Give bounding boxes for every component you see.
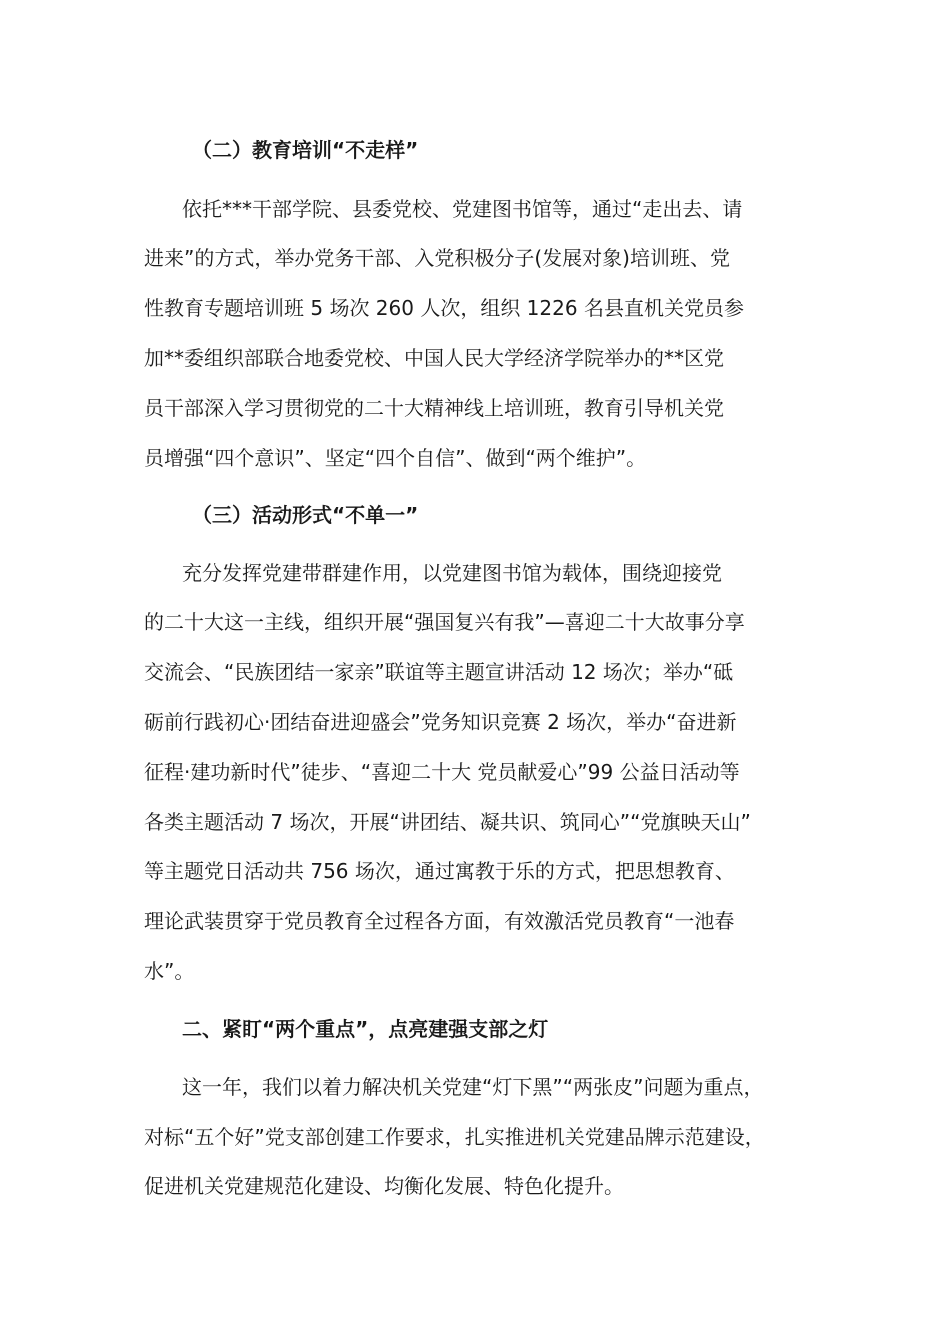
paragraph-line: 这一年，我们以着力解决机关党建“灯下黑”“两张皮”问题为重点， <box>182 1075 764 1099</box>
paragraph-line: 理论武装贯穿于党员教育全过程各方面，有效激活党员教育“一池春 <box>144 909 735 933</box>
paragraph-line: 依托***干部学院、县委党校、党建图书馆等，通过“走出去、请 <box>182 197 743 221</box>
paragraph-line: 的二十大这一主线，组织开展“强国复兴有我”—喜迎二十大故事分享 <box>144 610 745 634</box>
paragraph-line: 对标“五个好”党支部创建工作要求，扎实推进机关党建品牌示范建设， <box>144 1125 765 1149</box>
paragraph-line: 性教育专题培训班 5 场次 260 人次，组织 1226 名县直机关党员参 <box>144 296 744 320</box>
paragraph-line: 砺前行践初心·团结奋进迎盛会”党务知识竞赛 2 场次，举办“奋进新 <box>144 710 737 734</box>
paragraph-line: 充分发挥党建带群建作用，以党建图书馆为载体，围绕迎接党 <box>182 561 722 585</box>
subsection-heading-activity-forms: （三）活动形式“不单一” <box>192 503 419 527</box>
paragraph-line: 水”。 <box>144 959 195 983</box>
paragraph-line: 员干部深入学习贯彻党的二十大精神线上培训班，教育引导机关党 <box>144 396 724 420</box>
paragraph-line: 等主题党日活动共 756 场次，通过寓教于乐的方式，把思想教育、 <box>144 859 735 883</box>
paragraph-line: 征程·建功新时代”徒步、“喜迎二十大 党员献爱心”99 公益日活动等 <box>144 760 740 784</box>
paragraph-line: 各类主题活动 7 场次，开展“讲团结、凝共识、筑同心”“党旗映天山” <box>144 810 751 834</box>
paragraph-line: 促进机关党建规范化建设、均衡化发展、特色化提升。 <box>144 1174 624 1198</box>
subsection-heading-education-training: （二）教育培训“不走样” <box>192 138 419 162</box>
paragraph-line: 进来”的方式，举办党务干部、入党积极分子(发展对象)培训班、党 <box>144 246 730 270</box>
paragraph-line: 加**委组织部联合地委党校、中国人民大学经济学院举办的**区党 <box>144 346 724 370</box>
paragraph-line: 员增强“四个意识”、坚定“四个自信”、做到“两个维护”。 <box>144 446 647 470</box>
paragraph-line: 交流会、“民族团结一家亲”联谊等主题宣讲活动 12 场次；举办“砥 <box>144 660 734 684</box>
section-heading-two-key-points: 二、紧盯“两个重点”，点亮建强支部之灯 <box>182 1017 549 1041</box>
